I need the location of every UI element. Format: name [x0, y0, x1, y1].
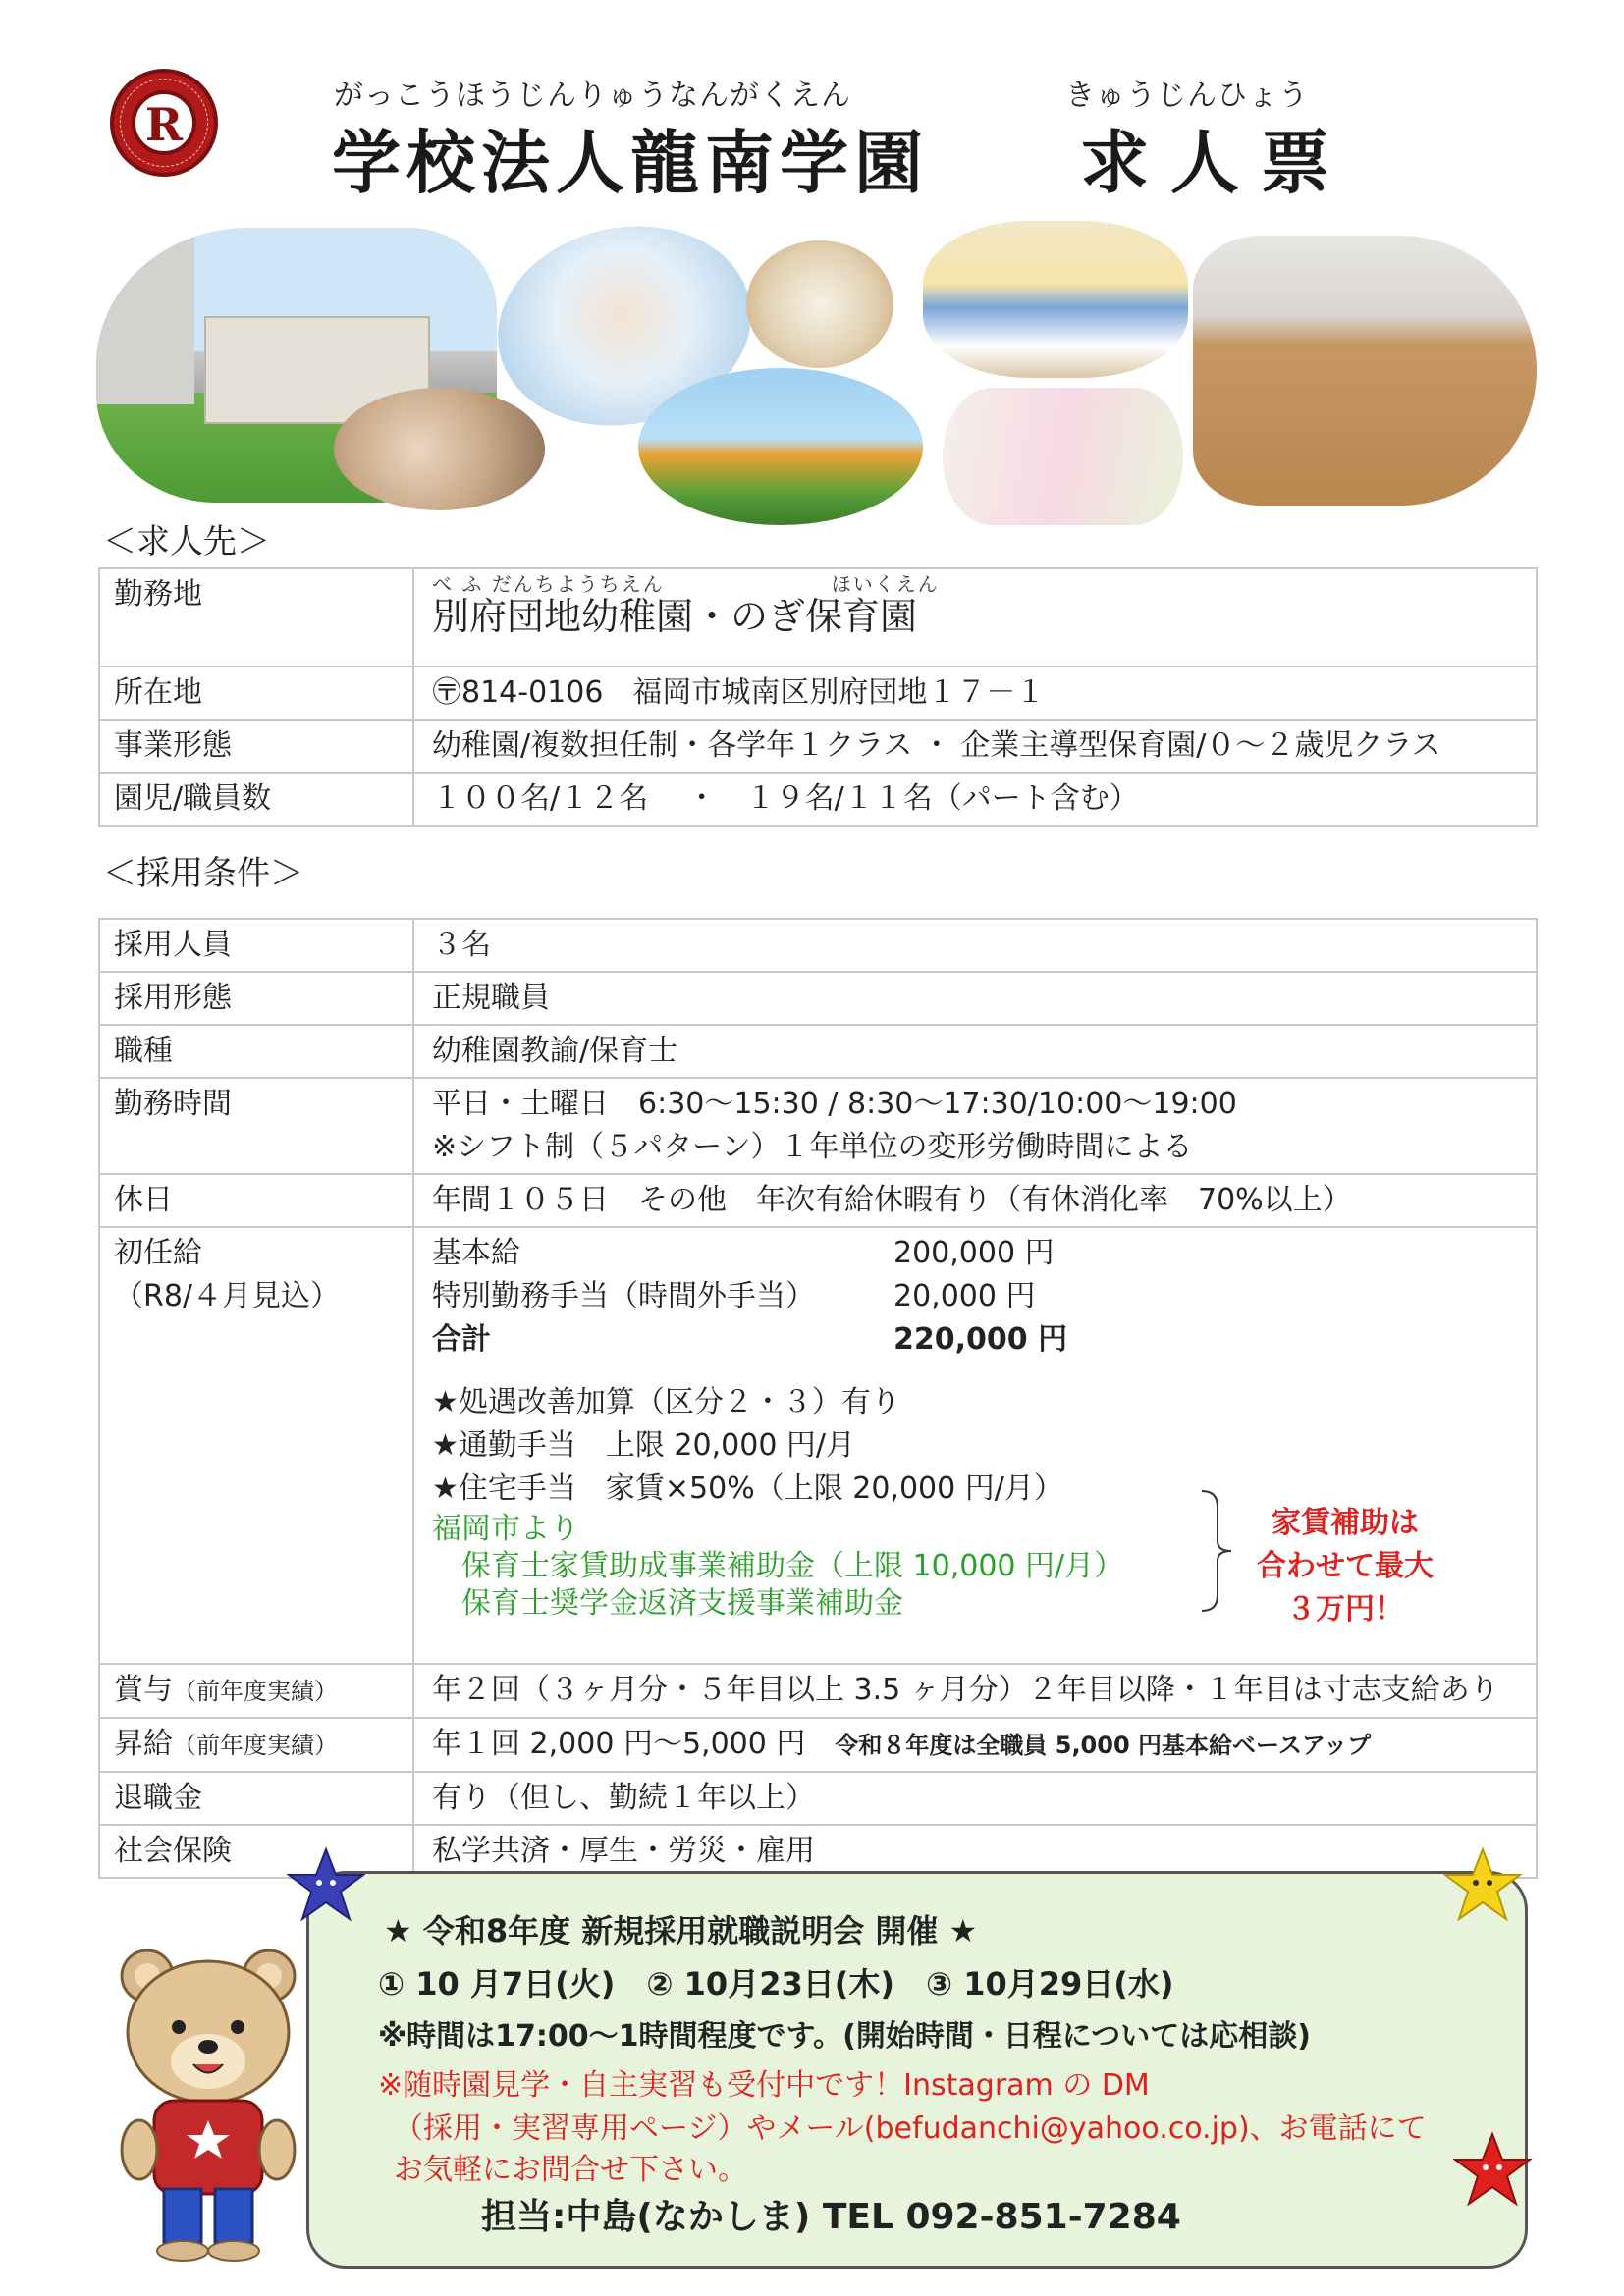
total-pay-label: 合計 — [432, 1322, 491, 1357]
event-dates: ① 10 月7日(火) ② 10月23日(木) ③ 10月29日(水) — [378, 1965, 1174, 2002]
event-contact: 担当:中島(なかしま) TEL 092-851-7284 — [481, 2197, 1181, 2237]
event-note-line-1: ※随時園見学・自主実習も受付中です！Instagram の DM — [378, 2068, 1150, 2103]
table-row — [99, 1078, 1537, 1174]
blue-star-icon — [287, 1845, 365, 1924]
table-row — [99, 720, 1537, 773]
allowance-line-2: ★通勤手当 上限 20,000 円/月 — [432, 1428, 856, 1463]
hours-cell — [413, 1078, 1537, 1174]
hire-count-label: 採用人員 — [99, 919, 413, 972]
conditions-table — [98, 918, 1538, 1879]
table-row — [99, 568, 1537, 667]
base-pay-row — [432, 1232, 1522, 1275]
address-value: 〶814-0106 福岡市城南区別府団地１７－１ — [413, 667, 1537, 720]
photo-child-drawing — [334, 388, 545, 510]
salary-label: 初任給 — [114, 1236, 202, 1270]
table-row — [99, 667, 1537, 720]
rent-subsidy-callout — [1257, 1502, 1434, 1631]
business-value: 幼稚園/複数担任制・各学年１クラス ・ 企業主導型保育園/０～２歳児クラス — [413, 720, 1537, 773]
hours-line-2: ※シフト制（５パターン）１年単位の変形労働時間による — [432, 1130, 1193, 1164]
bear-mascot-icon — [110, 1939, 306, 2263]
allowance-line-3: ★住宅手当 家賃×50%（上限 20,000 円/月） — [432, 1471, 1063, 1506]
workplace-label: 勤務地 — [99, 568, 413, 667]
logo-letter: R — [144, 98, 184, 151]
subsidy-line-2: 保育士家賃助成事業補助金（上限 10,000 円/月） — [432, 1549, 1124, 1583]
table-row — [99, 972, 1537, 1025]
hours-line-1: 平日・土曜日 6:30～15:30 / 8:30～17:30/10:00～19:00 — [432, 1087, 1237, 1121]
salary-label-cell — [99, 1227, 413, 1664]
hours-label: 勤務時間 — [99, 1078, 413, 1174]
special-pay-row — [432, 1275, 1522, 1318]
total-pay-row — [432, 1318, 1522, 1362]
brace-icon — [1198, 1487, 1237, 1615]
section-heading-employer: ＜求人先＞ — [103, 522, 270, 561]
allowance-line-1: ★処遇改善加算（区分２・３）有り — [432, 1385, 900, 1419]
business-label: 事業形態 — [99, 720, 413, 773]
job-type-label: 職種 — [99, 1025, 413, 1078]
photo-classroom — [1193, 236, 1537, 506]
insurance-label: 社会保険 — [99, 1825, 413, 1878]
event-note-line-3: お気軽にお問合せ下さい。 — [394, 2153, 747, 2187]
callout-line-3: ３万円！ — [1286, 1592, 1404, 1627]
total-pay-value: 220,000 円 — [893, 1322, 1068, 1357]
workplace-value: 別府団地幼稚園・のぎ保育園 — [432, 595, 918, 638]
school-logo — [110, 69, 218, 177]
event-heading: ★ 令和8年度 新規採用就職説明会 開催 ★ — [384, 1912, 978, 1949]
retire-value: 有り（但し、勤続１年以上） — [413, 1772, 1537, 1825]
bonus-label-sub: （前年度実績） — [173, 1678, 338, 1705]
address-label: 所在地 — [99, 667, 413, 720]
count-label: 園児/職員数 — [99, 773, 413, 826]
salary-label-sub: （R8/４月見込） — [114, 1279, 341, 1313]
event-info-box — [306, 1871, 1528, 2269]
photo-lunch — [746, 240, 893, 368]
photo-playground — [638, 368, 923, 525]
special-pay-value: 20,000 円 — [893, 1279, 1036, 1313]
callout-line-2: 合わせて最大 — [1257, 1549, 1434, 1583]
hire-count-value: ３名 — [413, 919, 1537, 972]
red-star-icon — [1453, 2130, 1532, 2209]
event-time-note: ※時間は17:00～1時間程度です。(開始時間・日程については応相談) — [378, 2019, 1311, 2054]
retire-label: 退職金 — [99, 1772, 413, 1825]
special-pay-label: 特別勤務手当（時間外手当） — [432, 1279, 815, 1313]
base-pay-value: 200,000 円 — [893, 1236, 1055, 1270]
job-title-ruby: きゅうじんひょう — [1065, 79, 1309, 113]
bonus-value: 年２回（３ヶ月分・５年目以上 3.5 ヶ月分）２年目以降・１年目は寸志支給あり — [413, 1664, 1537, 1718]
raise-label-sub: （前年度実績） — [173, 1732, 338, 1759]
holiday-value: 年間１０５日 その他 年次有給休暇有り（有休消化率 70%以上） — [413, 1174, 1537, 1227]
raise-label-cell — [99, 1718, 413, 1772]
table-row — [99, 1772, 1537, 1825]
raise-cell — [413, 1718, 1537, 1772]
table-row — [99, 773, 1537, 826]
table-row — [99, 1025, 1537, 1078]
employer-table — [98, 567, 1538, 827]
table-row — [99, 1718, 1537, 1772]
org-name-ruby: がっこうほうじんりゅうなんがくえん — [334, 79, 851, 113]
raise-note: 令和８年度は全職員 5,000 円基本給ベースアップ — [835, 1732, 1372, 1759]
base-pay-label: 基本給 — [432, 1236, 520, 1270]
subsidy-line-1: 福岡市より — [432, 1512, 579, 1546]
hire-type-label: 採用形態 — [99, 972, 413, 1025]
workplace-ruby: べ ふ だんちようちえん ほいくえん — [432, 572, 940, 596]
table-row — [99, 1174, 1537, 1227]
raise-label: 昇給 — [114, 1727, 173, 1761]
photo-stage-event — [923, 221, 1188, 378]
table-row — [99, 1664, 1537, 1718]
subsidy-line-3: 保育士奨学金返済支援事業補助金 — [432, 1586, 903, 1621]
photo-wall-decoration — [943, 388, 1183, 525]
bonus-label: 賞与 — [114, 1673, 173, 1707]
bonus-label-cell — [99, 1664, 413, 1718]
job-title: 求人票 — [1080, 123, 1351, 203]
org-name-title: 学校法人龍南学園 — [332, 123, 929, 203]
event-note-line-2: （採用・実習専用ページ）やメール(befudanchi@yahoo.co.jp)、お電話にて — [394, 2111, 1427, 2146]
section-heading-conditions: ＜採用条件＞ — [103, 854, 303, 893]
hire-type-value: 正規職員 — [413, 972, 1537, 1025]
logo-inner-circle — [132, 90, 196, 155]
holiday-label: 休日 — [99, 1174, 413, 1227]
count-value: １００名/１２名 ・ １９名/１１名（パート含む） — [413, 773, 1537, 826]
yellow-star-icon — [1443, 1845, 1522, 1924]
job-type-value: 幼稚園教諭/保育士 — [413, 1025, 1537, 1078]
callout-line-1: 家賃補助は — [1272, 1506, 1419, 1540]
table-row — [99, 919, 1537, 972]
raise-value: 年１回 2,000 円～5,000 円 — [432, 1727, 806, 1761]
workplace-cell — [413, 568, 1537, 667]
insurance-value: 私学共済・厚生・労災・雇用 — [413, 1825, 1537, 1878]
